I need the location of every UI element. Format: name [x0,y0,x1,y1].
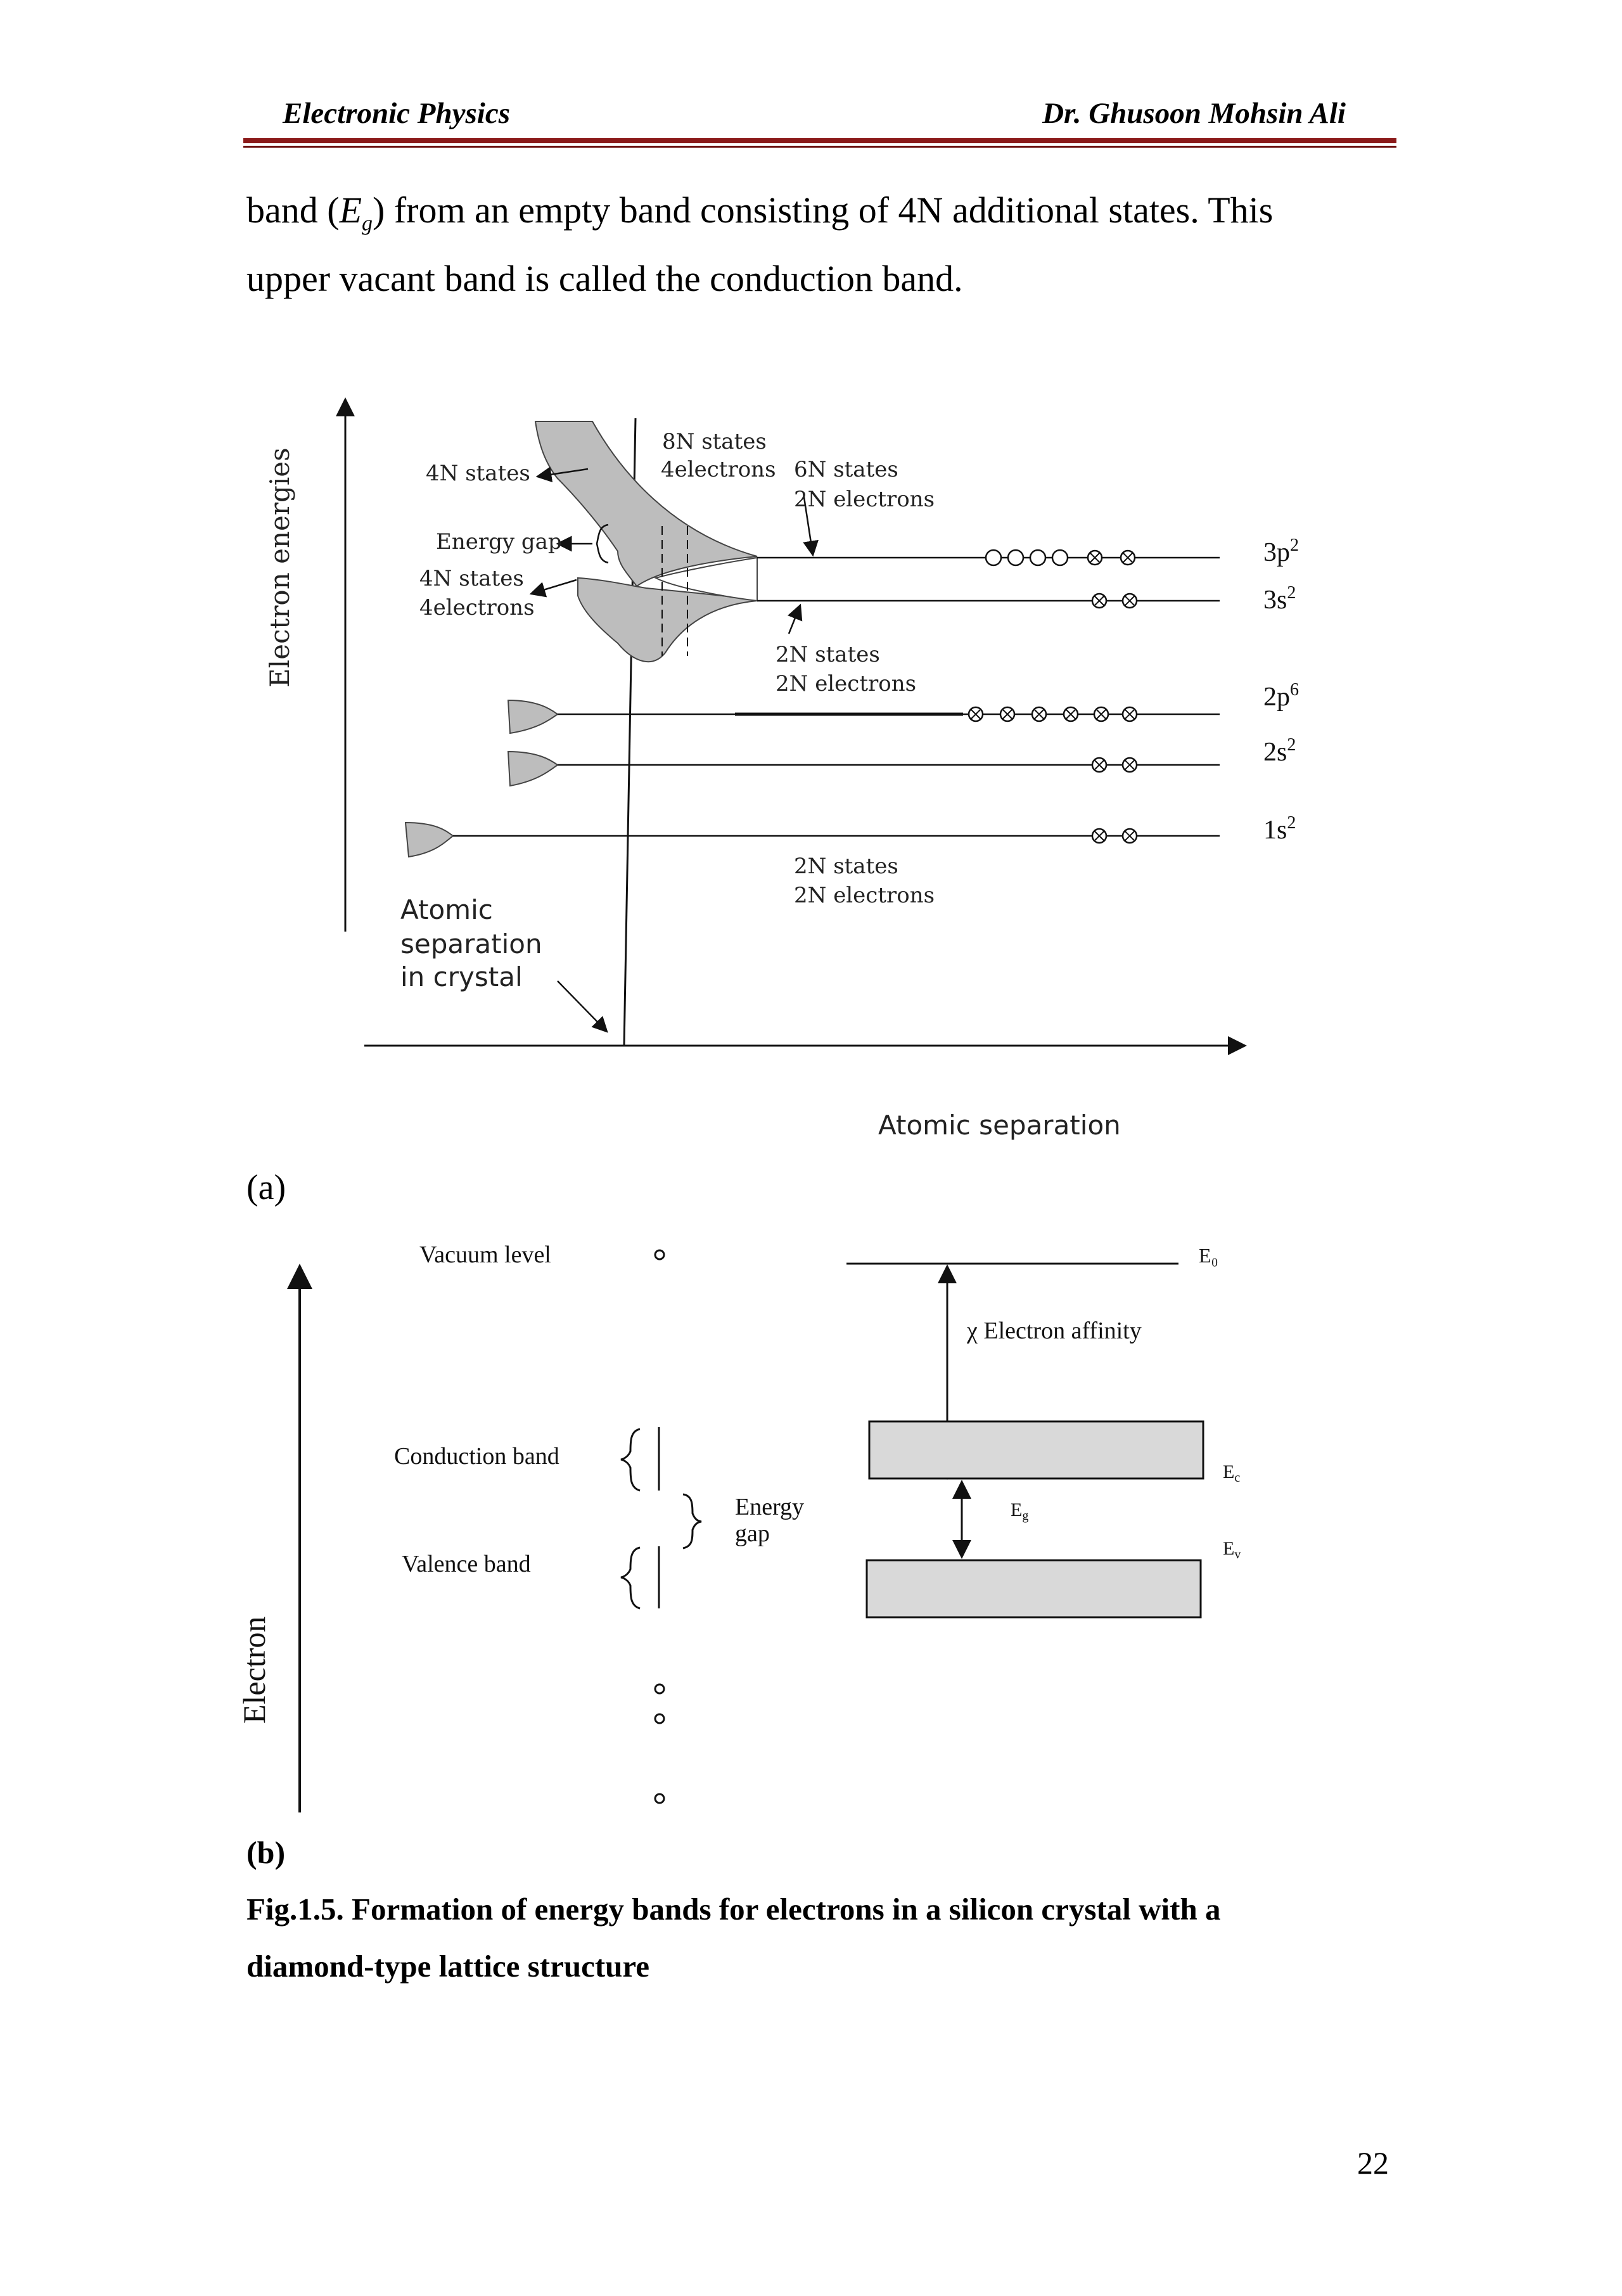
figure-b [0,1204,1331,1838]
header-rule-thick [243,138,1396,143]
label-2n-bottom-2: 2N electrons [794,883,935,908]
header-left: Electronic Physics [283,97,510,130]
label-6n-2: 2N electrons [794,487,935,512]
electron-affinity-label: χ Electron affinity [967,1318,1142,1344]
valence-band-label: Valence band [402,1551,531,1577]
conduction-band-label: Conduction band [394,1443,559,1470]
eg-label: $E_g$ [1011,1499,1029,1523]
e0-label: E₀ [1199,1244,1218,1267]
shell-1s-lens [406,823,453,857]
panel-label-a: (a) [246,1168,286,1207]
label-8n-2: 4electrons [661,457,776,482]
panel-label-b: (b) [246,1835,286,1870]
label-6n-1: 6N states [794,457,898,482]
body-line-1: band $(E_g)$ from an empty band consisting of 4N additional states. This [246,189,1274,236]
level-label-1s: $1s^2$ [1263,813,1296,845]
ec-label: $E_c$ [1223,1461,1241,1485]
atomic-sep-note-2: separation [400,928,542,959]
b-y-axis-label: Electron [236,1616,272,1724]
valence-band-box [867,1560,1201,1617]
page-number: 22 [1357,2145,1389,2181]
header-rule-thin [243,146,1396,148]
energy-gap-label-2: gap [735,1520,770,1547]
figure-caption-line-1: Fig.1.5. Formation of energy bands for electrons in a silicon crystal with a [246,1892,1221,1927]
label-upper-4n: 4N states [426,461,530,486]
conduction-band-box [869,1421,1203,1478]
energy-gap-label-1: Energy [735,1494,805,1520]
shell-2p-lens [508,700,558,733]
vacuum-level-label: Vacuum level [419,1241,551,1268]
label-8n-1: 8N states [662,429,767,454]
label-lower-4n-1: 4N states [419,566,524,591]
level-label-2s: $2s^2$ [1263,735,1296,767]
body-line-2: upper vacant band is called the conduction band. [246,258,963,299]
label-2n-mid-2: 2N electrons [776,671,917,696]
x-axis-label: Atomic separation [878,1110,1121,1141]
label-lower-4n-2: 4electrons [419,595,535,620]
y-axis-label: Electron energies [264,447,295,688]
label-energy-gap: Energy gap [436,529,562,555]
label-2n-mid-1: 2N states [776,642,880,667]
level-label-2p: $2p^6$ [1263,680,1299,712]
label-2n-bottom-1: 2N states [794,854,898,879]
atomic-sep-note-3: in crystal [400,961,523,992]
header-right: Dr. Ghusoon Mohsin Ali [1042,97,1346,130]
figure-caption-line-2: diamond-type lattice structure [246,1949,649,1984]
figure-a [0,380,1331,1141]
level-label-3p: $3p^2$ [1263,536,1299,567]
shell-2s-lens [508,752,558,786]
ev-label: $E_v$ [1223,1538,1241,1562]
atomic-sep-note-1: Atomic [400,894,493,925]
level-label-3s: $3s^2$ [1263,583,1296,615]
